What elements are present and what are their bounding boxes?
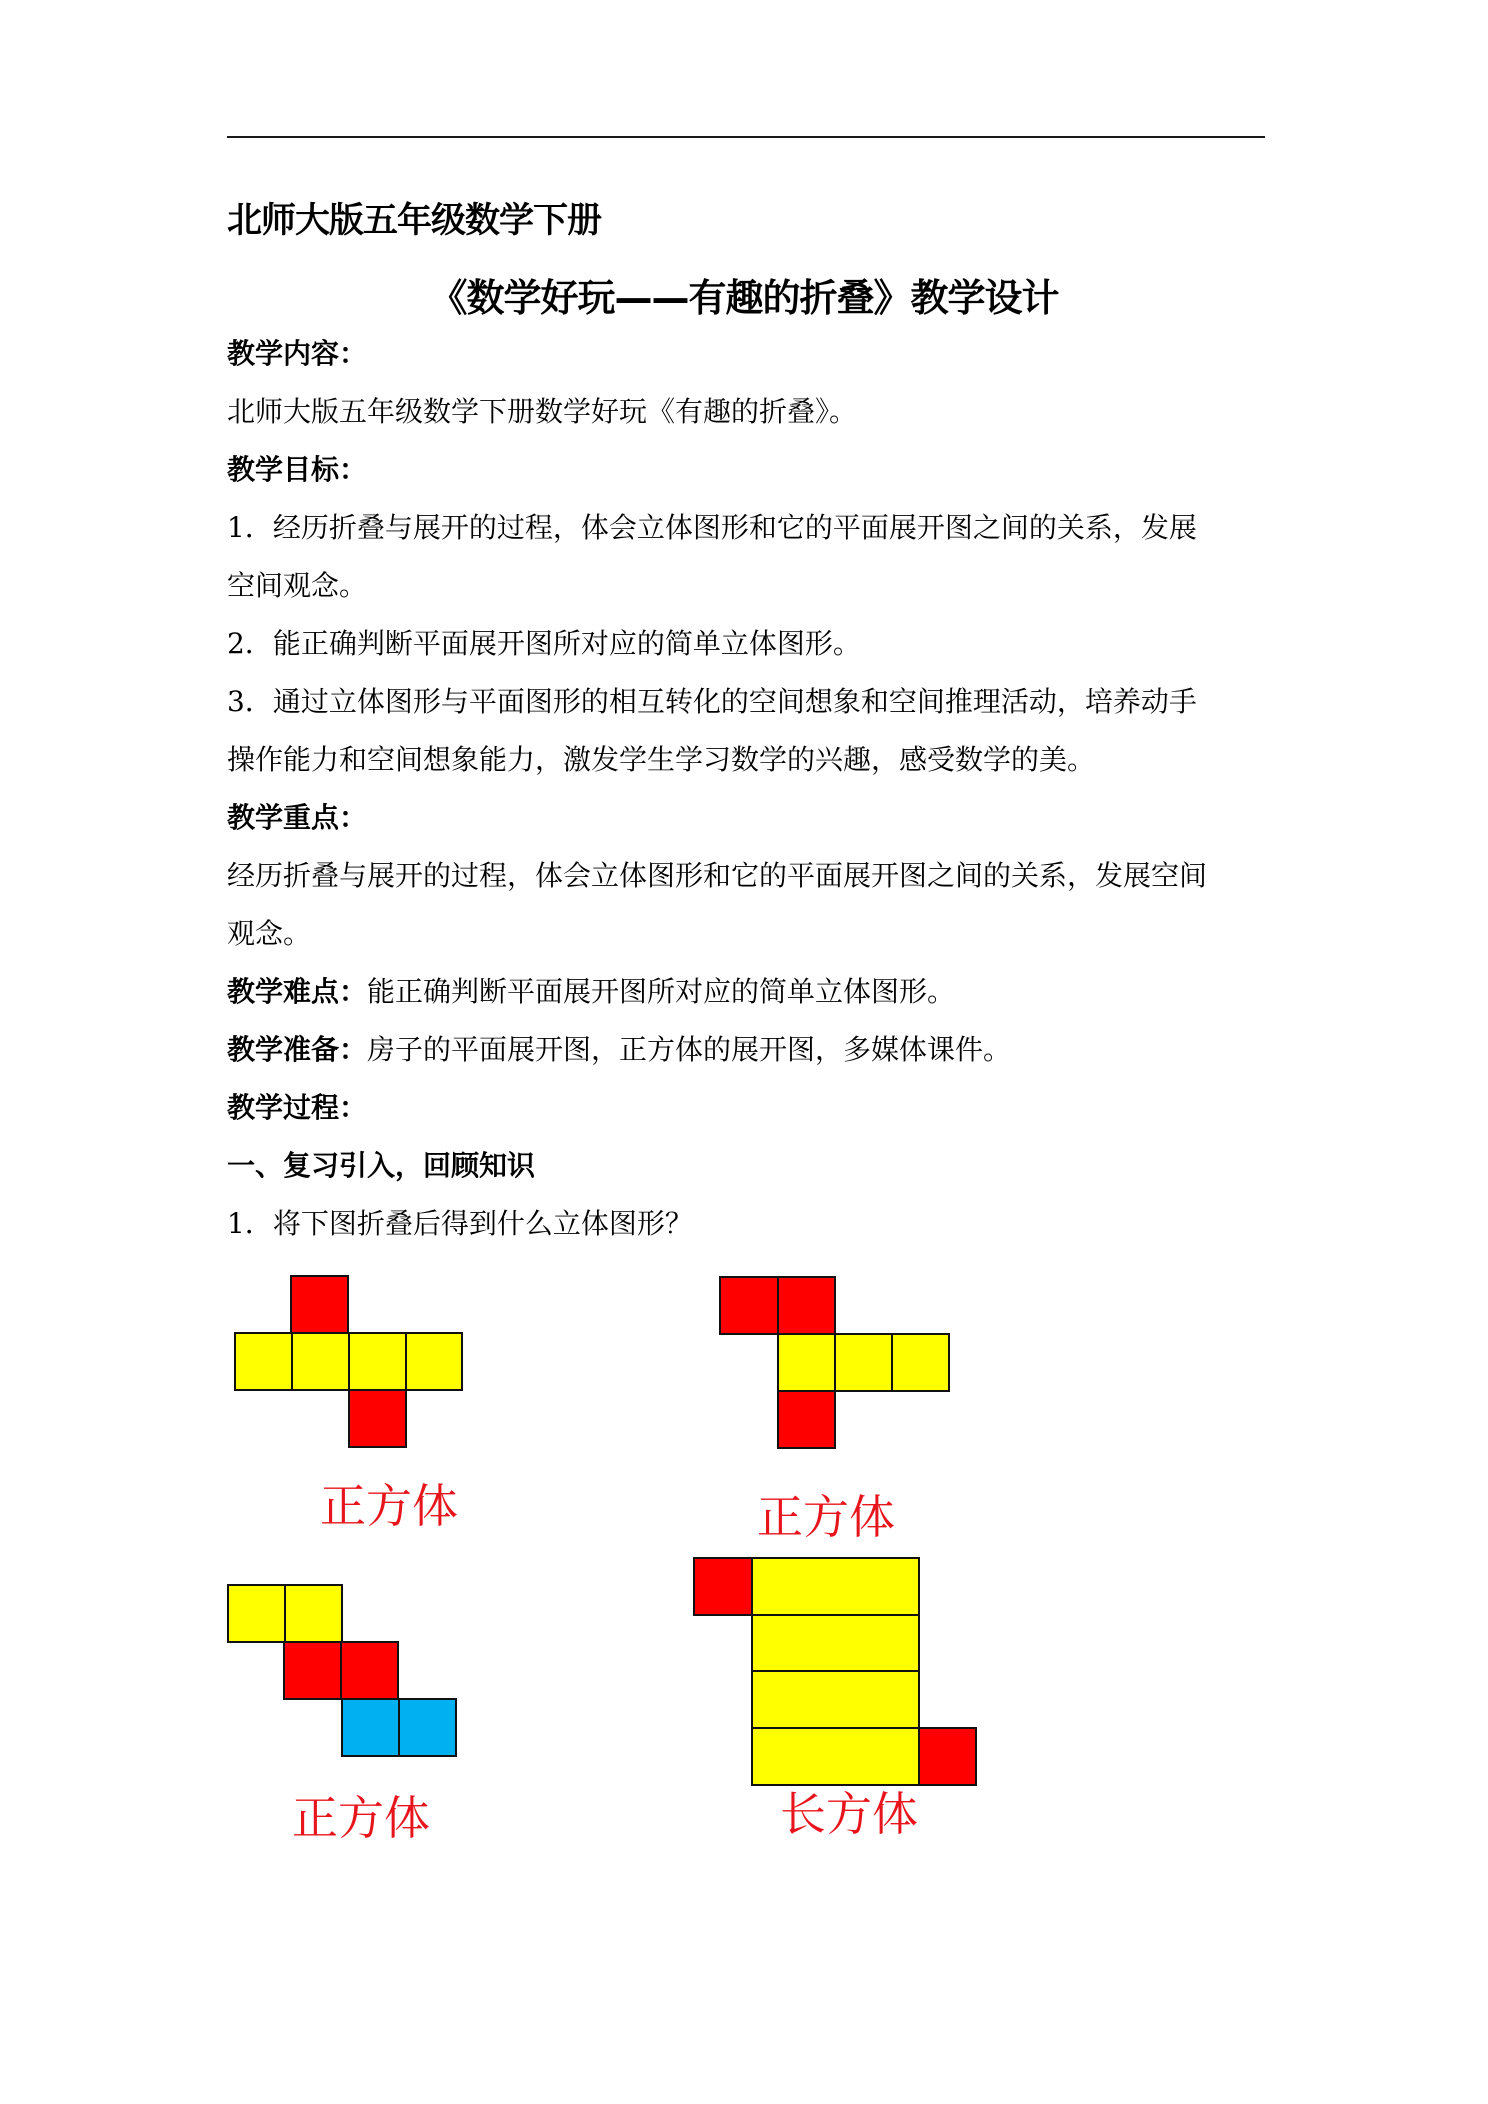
net-face	[891, 1333, 950, 1392]
key-points-line-2: 观念。	[227, 917, 312, 950]
key-points-line-1: 经历折叠与展开的过程，体会立体图形和它的平面展开图之间的关系，发展空间	[227, 859, 1208, 892]
heading-key-points: 教学重点：	[227, 801, 368, 834]
goal-1-line-1: 1．经历折叠与展开的过程，体会立体图形和它的平面展开图之间的关系，发展	[227, 511, 1197, 544]
net-face	[291, 1332, 350, 1391]
heading-content: 教学内容：	[227, 337, 368, 370]
net-face	[340, 1641, 399, 1700]
heading-difficulty: 教学难点：	[227, 975, 368, 1008]
difficulty-text: 能正确判断平面展开图所对应的简单立体图形。	[367, 975, 956, 1008]
goal-2: 2．能正确判断平面展开图所对应的简单立体图形。	[227, 627, 861, 660]
net-2-label: 正方体	[757, 1490, 895, 1544]
goal-3-line-2: 操作能力和空间想象能力，激发学生学习数学的兴趣，感受数学的美。	[227, 743, 1096, 776]
preparation-text: 房子的平面展开图，正方体的展开图，多媒体课件。	[367, 1033, 1012, 1066]
net-face	[777, 1390, 836, 1449]
net-face	[777, 1333, 836, 1392]
net-face	[751, 1557, 920, 1616]
net-face	[719, 1276, 779, 1335]
net-face	[751, 1670, 920, 1729]
heading-goals: 教学目标：	[227, 453, 368, 486]
net-face	[751, 1614, 920, 1672]
net-face	[283, 1641, 342, 1700]
content-text: 北师大版五年级数学下册数学好玩《有趣的折叠》。	[227, 395, 858, 428]
heading-part-1: 一、复习引入，回顾知识	[227, 1149, 536, 1182]
net-face	[284, 1584, 343, 1643]
heading-preparation: 教学准备：	[227, 1033, 368, 1066]
net-face	[918, 1727, 977, 1786]
net-3-label: 正方体	[292, 1791, 430, 1845]
net-face	[398, 1698, 457, 1757]
difficulty-row	[227, 972, 955, 1012]
net-face	[834, 1333, 893, 1392]
goal-3-line-1: 3．通过立体图形与平面图形的相互转化的空间想象和空间推理活动，培养动手	[227, 685, 1197, 718]
preparation-row	[227, 1030, 1011, 1070]
net-face	[290, 1275, 349, 1334]
document-subtitle: 《数学好玩——有趣的折叠》教学设计	[429, 276, 1059, 320]
net-face	[234, 1332, 293, 1391]
question-1: 1．将下图折叠后得到什么立体图形？	[227, 1207, 693, 1240]
net-face	[227, 1584, 286, 1643]
document-title: 北师大版五年级数学下册	[227, 201, 602, 241]
net-face	[348, 1332, 407, 1391]
heading-process: 教学过程：	[227, 1091, 368, 1124]
net-face	[348, 1389, 407, 1448]
net-4-label: 长方体	[780, 1787, 918, 1841]
net-face	[405, 1332, 463, 1391]
header-rule	[227, 136, 1265, 138]
net-face	[341, 1698, 400, 1757]
net-face	[751, 1727, 920, 1786]
net-1-label: 正方体	[320, 1479, 458, 1533]
net-face	[777, 1276, 836, 1335]
net-face	[693, 1557, 753, 1616]
goal-1-line-2: 空间观念。	[227, 569, 368, 602]
